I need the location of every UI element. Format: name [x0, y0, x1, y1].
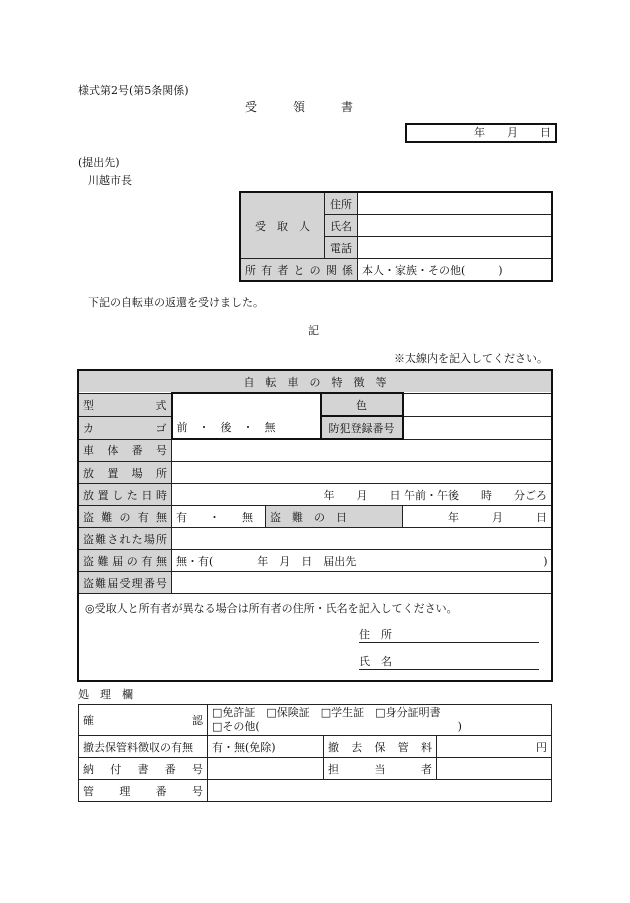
submit-label: (提出先): [78, 156, 120, 169]
date-field[interactable]: 年 月 日 午前・午後 時 分ごろ: [172, 484, 552, 506]
report-no-field[interactable]: [172, 572, 552, 594]
statement: 下記の自転車の返還を受けました。: [88, 296, 264, 309]
crime-reg-label: 防犯登録番号: [321, 416, 403, 439]
fee-amount-label: 撤 去 保 管 料: [324, 736, 437, 758]
color-field[interactable]: [403, 393, 552, 416]
body-no-field[interactable]: [172, 439, 552, 462]
theft-place-label: 盗難された場所: [79, 528, 172, 550]
crime-reg-field[interactable]: [403, 416, 552, 439]
name-field[interactable]: [358, 215, 552, 237]
staff-label: 担 当 者: [324, 758, 437, 780]
model-basket-field[interactable]: [172, 393, 321, 439]
theft-field[interactable]: 有 ・ 無: [172, 506, 266, 528]
payment-label: 納 付 書 番 号: [79, 758, 208, 780]
page-title: 受 領 書: [245, 100, 354, 114]
phone-label: 電話: [325, 237, 358, 259]
report-label: 盗難届の有無: [79, 550, 172, 572]
date-box[interactable]: 年 月 日: [405, 123, 557, 143]
form-number: 様式第2号(第5条関係): [78, 84, 189, 97]
model-label: 型 式: [79, 393, 172, 416]
color-label: 色: [321, 393, 403, 416]
owner-section: [79, 594, 552, 681]
report-field[interactable]: 無・有( 年 月 日 届出先 ): [172, 550, 552, 572]
owner-name-label: 氏 名: [359, 655, 392, 668]
report-no-label: 盗難届受理番号: [79, 572, 172, 594]
confirm-label: 確 認: [79, 705, 208, 736]
bike-table: [78, 370, 552, 681]
theft-date-field[interactable]: 年 月 日: [403, 506, 552, 528]
theft-date-label: 盗 難 の 日: [266, 506, 403, 528]
basket-options[interactable]: 前 ・ 後 ・ 無: [176, 421, 276, 434]
basket-label: カ ゴ: [79, 416, 172, 439]
manage-field[interactable]: [208, 780, 552, 802]
fee-label: 撤去保管料徴収の有無: [79, 736, 208, 758]
process-title: 処 理 欄: [78, 688, 133, 701]
owner-name-field[interactable]: [359, 653, 539, 670]
ki-label: 記: [308, 324, 319, 337]
payment-field[interactable]: [208, 758, 324, 780]
place-field[interactable]: [172, 462, 552, 484]
receiver-table: [240, 192, 552, 281]
phone-field[interactable]: [358, 237, 552, 259]
date-label: 放置した日時: [79, 484, 172, 506]
name-label: 氏名: [325, 215, 358, 237]
address-field[interactable]: [358, 193, 552, 215]
body-no-label: 車 体 番 号: [79, 439, 172, 462]
submit-to: 川越市長: [88, 174, 132, 187]
staff-field[interactable]: [437, 758, 552, 780]
address-label: 住所: [325, 193, 358, 215]
fee-amount-field[interactable]: 円: [437, 736, 552, 758]
bike-header: 自 転 車 の 特 徴 等: [79, 371, 552, 394]
theft-place-field[interactable]: [172, 528, 552, 550]
process-table: [78, 704, 552, 802]
owner-address-label: 住 所: [359, 628, 392, 641]
manage-label: 管 理 番 号: [79, 780, 208, 802]
note: ※太線内を記入してください。: [394, 352, 548, 365]
diff-note: ◎受取人と所有者が異なる場合は所有者の住所・氏名を記入してください。: [85, 602, 458, 615]
relation-label: 所有者との関係: [241, 259, 358, 281]
confirm-options[interactable]: □免許証 □保険証 □学生証 □身分証明書: [212, 706, 441, 719]
fee-field[interactable]: 有・無(免除): [208, 736, 324, 758]
relation-field[interactable]: 本人・家族・その他( ): [358, 259, 552, 281]
confirm-other[interactable]: □その他( ): [212, 720, 462, 733]
confirm-field[interactable]: [208, 705, 552, 736]
owner-address-field[interactable]: [359, 626, 539, 643]
theft-label: 盗難の有無: [79, 506, 172, 528]
place-label: 放 置 場 所: [79, 462, 172, 484]
receiver-label: 受 取 人: [241, 193, 325, 259]
